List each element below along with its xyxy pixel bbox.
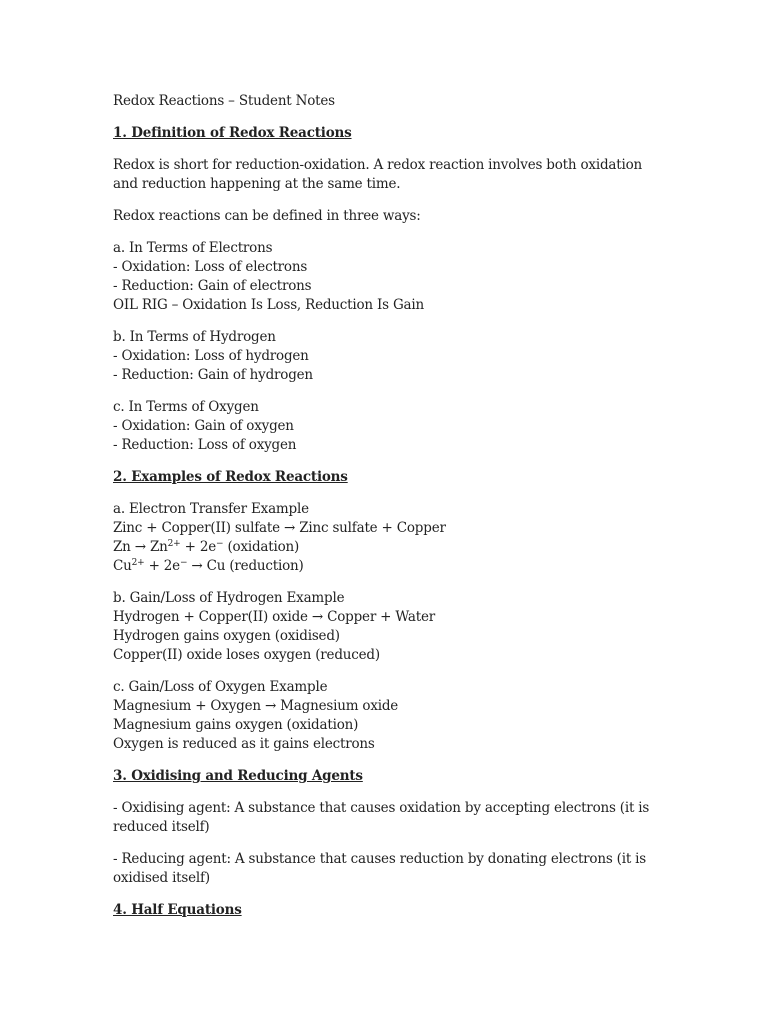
copper-electron-superscript: − <box>179 558 188 568</box>
oxygen-reduced-line: Oxygen is reduced as it gains electrons <box>113 736 375 752</box>
hydrogen-oxidation-line: - Oxidation: Loss of hydrogen <box>113 348 309 364</box>
hydrogen-example-subheading: b. Gain/Loss of Hydrogen Example <box>113 590 345 606</box>
oxygen-example-subheading: c. Gain/Loss of Oxygen Example <box>113 679 328 695</box>
redox-intro-paragraph: Redox is short for reduction-oxidation. A redox reaction involves both oxidation and reduction happening at the same time. <box>113 157 642 192</box>
copper-eq-part-c: → Cu (reduction) <box>187 558 304 574</box>
electrons-definition-block <box>113 239 653 315</box>
zinc-eq-part-a: Zn → Zn <box>113 539 168 555</box>
magnesium-oxygen-equation: Magnesium + Oxygen → Magnesium oxide <box>113 698 399 714</box>
three-ways-text: Redox reactions can be defined in three ways: <box>113 208 421 224</box>
zinc-copper-equation: Zinc + Copper(II) sulfate → Zinc sulfate + Copper <box>113 520 446 536</box>
zinc-half-equation <box>113 538 653 557</box>
section-heading-definition: 1. Definition of Redox Reactions <box>113 125 352 141</box>
copper-oxide-reduced-line: Copper(II) oxide loses oxygen (reduced) <box>113 647 380 663</box>
hydrogen-example-block <box>113 589 653 665</box>
section-heading-half-equations: 4. Half Equations <box>113 902 242 918</box>
hydrogen-copper-equation: Hydrogen + Copper(II) oxide → Copper + Water <box>113 609 435 625</box>
oxygen-subheading: c. In Terms of Oxygen <box>113 399 259 415</box>
hydrogen-oxidised-line: Hydrogen gains oxygen (oxidised) <box>113 628 340 644</box>
hydrogen-definition-block <box>113 328 653 385</box>
hydrogen-subheading: b. In Terms of Hydrogen <box>113 329 276 345</box>
electrons-subheading: a. In Terms of Electrons <box>113 240 273 256</box>
copper-charge-superscript: 2+ <box>131 558 145 568</box>
oil-rig-line: OIL RIG – Oxidation Is Loss, Reduction Is Gain <box>113 297 425 313</box>
oxygen-definition-block <box>113 398 653 455</box>
electrons-reduction-line: - Reduction: Gain of electrons <box>113 278 312 294</box>
zinc-charge-superscript: 2+ <box>167 539 181 549</box>
oxidising-agent-paragraph: - Oxidising agent: A substance that causes oxidation by accepting electrons (it is reduced itself) <box>113 800 650 835</box>
copper-half-equation <box>113 557 653 576</box>
reducing-agent-paragraph: - Reducing agent: A substance that causes reduction by donating electrons (it is oxidised itself) <box>113 851 647 886</box>
section-heading-examples: 2. Examples of Redox Reactions <box>113 469 348 485</box>
section-heading-agents: 3. Oxidising and Reducing Agents <box>113 768 363 784</box>
electron-transfer-subheading: a. Electron Transfer Example <box>113 501 309 517</box>
zinc-electron-superscript: − <box>216 539 224 549</box>
copper-eq-part-b: + 2e <box>144 558 180 574</box>
electrons-oxidation-line: - Oxidation: Loss of electrons <box>113 259 308 275</box>
oxygen-oxidation-line: - Oxidation: Gain of oxygen <box>113 418 294 434</box>
zinc-eq-part-c: (oxidation) <box>223 539 300 555</box>
document-title: Redox Reactions – Student Notes <box>113 93 335 109</box>
magnesium-oxidation-line: Magnesium gains oxygen (oxidation) <box>113 717 359 733</box>
copper-eq-part-a: Cu <box>113 558 132 574</box>
hydrogen-reduction-line: - Reduction: Gain of hydrogen <box>113 367 313 383</box>
document-page <box>113 92 653 933</box>
zinc-eq-part-b: + 2e <box>180 539 217 555</box>
oxygen-example-block <box>113 678 653 754</box>
electron-transfer-example-block <box>113 500 653 576</box>
oxygen-reduction-line: - Reduction: Loss of oxygen <box>113 437 297 453</box>
